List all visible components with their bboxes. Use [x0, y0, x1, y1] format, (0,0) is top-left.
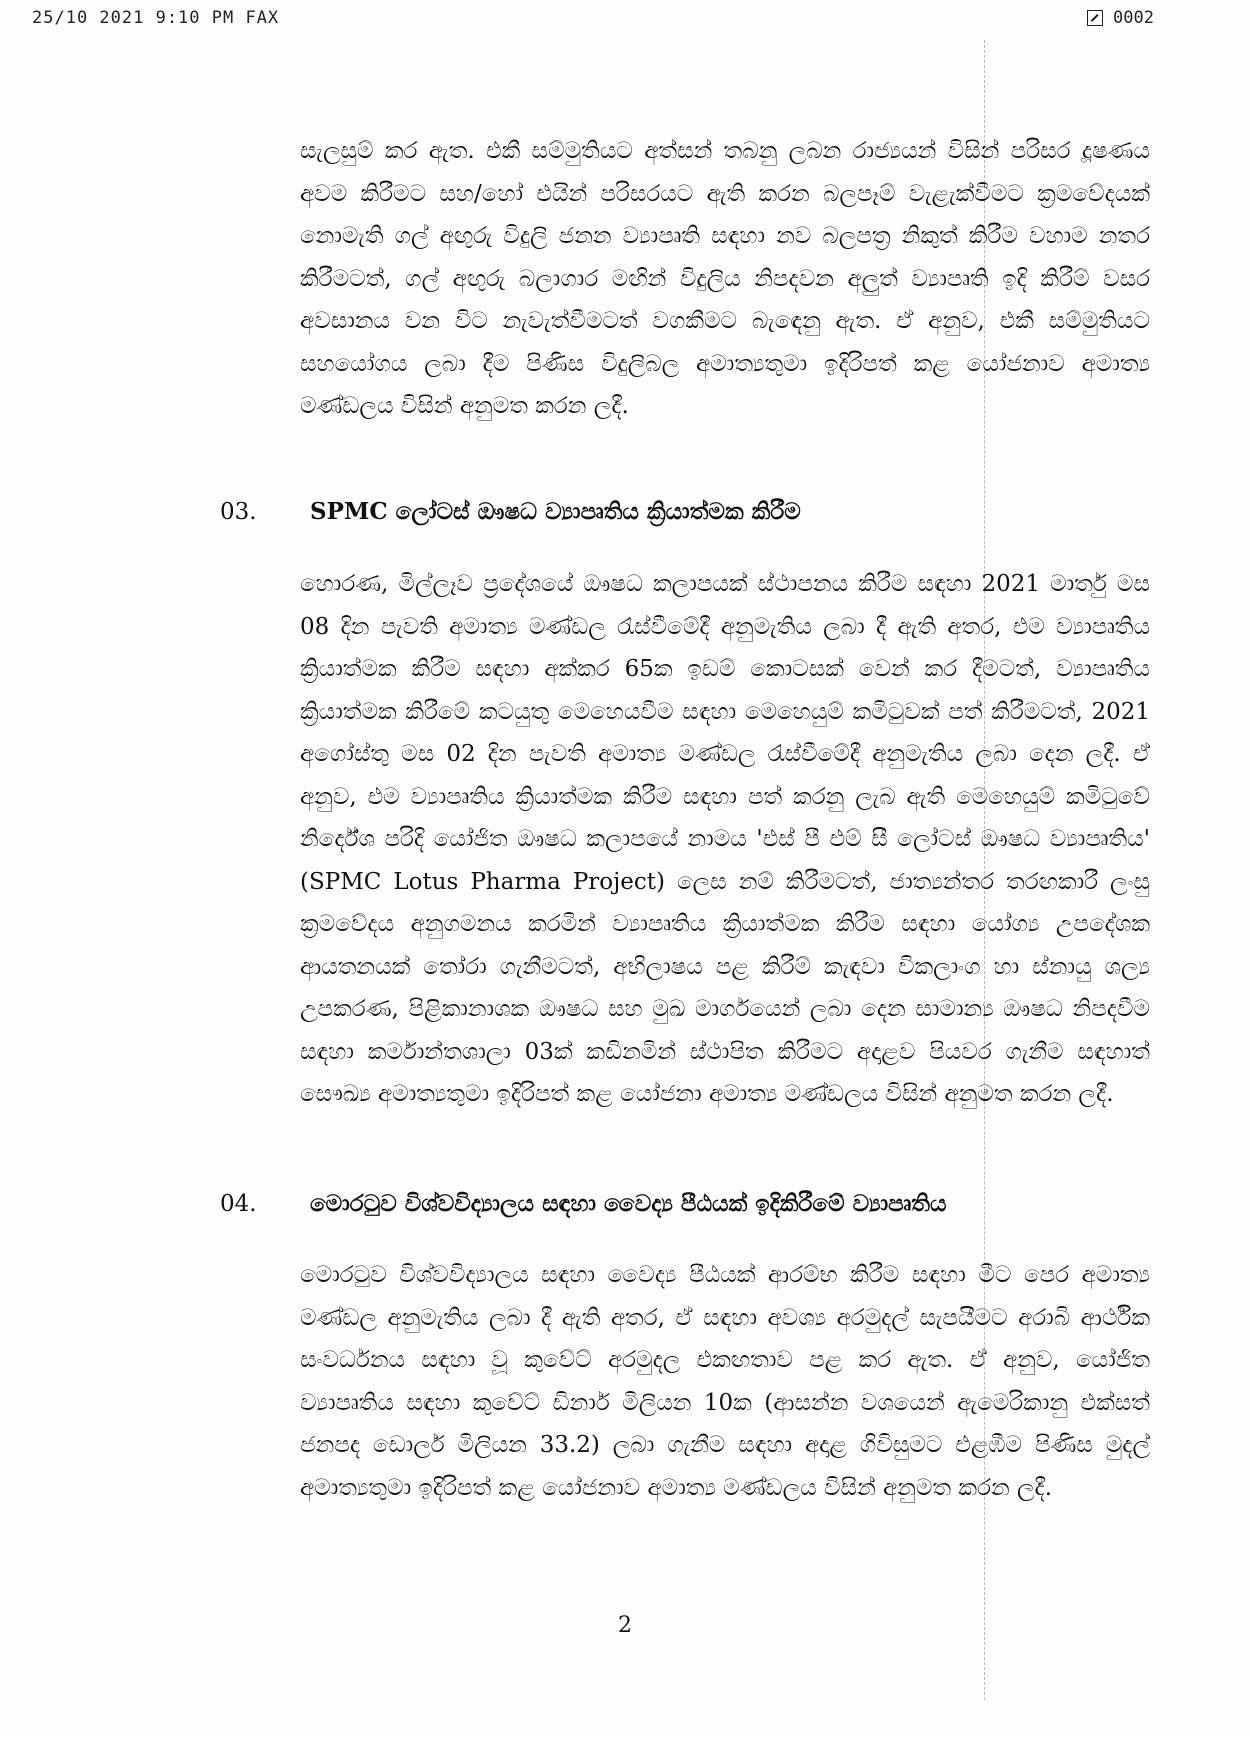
fax-checkbox-icon [1087, 10, 1103, 26]
section-04-body: මොරටුව විශ්වවිද්‍යාලය සඳහා වෛද්‍ය පීඨයක් ආරම්භ කිරීම සඳහා මීට පෙර අමාත්‍ය මණ්ඩල අනුමැතිය ලබා දී ඇති අතර, ඒ සඳහා අවශ්‍ය අරමුදල් සැපයීමට අරාබි ආර්ථික සංවර්ධනය සඳහා වූ කුවේට් අරමුදල එකඟතාව පළ කර ඇත. ඒ අනුව, යෝජිත ව්‍යාපෘතිය සඳහා කුවේට් ඩිනාර් මිලියන 10ක (ආසන්න වශයෙන් ඇමෙරිකානු එක්සත් ජනපද ඩොලර් මිලියන 33.2) ලබා ගැනීම සඳහා අදාළ ගිවිසුමට එළඹීම පිණිස මුදල් අමාත්‍යතුමා ඉදිරිපත් කළ යෝජනාව අමාත්‍ය මණ්ඩලය විසින් අනුමත කරන ලදී. [300, 1262, 1150, 1501]
fax-page-code: 0002 [1113, 8, 1154, 28]
section-04-title: මොරටුව විශ්වවිද්‍යාලය සඳහා වෛද්‍ය පීඨයක් ඉදිකිරීමේ ව්‍යාපෘතිය [310, 1190, 947, 1217]
section-03-title: SPMC ලෝටස් ඖෂධ ව්‍යාපෘතිය ක්‍රියාත්මක කිරීම [310, 498, 801, 525]
section-03-heading [220, 498, 1160, 525]
section-03-number: 03. [220, 499, 257, 525]
section-03-body: හොරණ, මිල්ලෑව ප්‍රදේශයේ ඖෂධ කලාපයක් ස්ථාපනය කිරීම සඳහා 2021 මාර්තු මස 08 දින පැවති අමාත්‍ය මණ්ඩල රැස්වීමේදී අනුමැතිය ලබා දී ඇති අතර, එම ව්‍යාපෘතිය ක්‍රියාත්මක කිරීම සඳහා අක්කර 65ක ඉඩම් කොටසක් වෙන් කර දීමටත්, ව්‍යාපෘතිය ක්‍රියාත්මක කිරීමේ කටයුතු මෙහෙයවීම සඳහා මෙහෙයුම් කමිටුවක් පත් කිරීමටත්, 2021 අගෝස්තු මස 02 දින පැවති අමාත්‍ය මණ්ඩල රැස්වීමේදී අනුමැතිය ලබා දෙන ලදී. ඒ අනුව, එම ව්‍යාපෘතිය ක්‍රියාත්මක කිරීම සඳහා පත් කරනු ලැබ ඇති මෙහෙයුම් කමිටුවේ නිර්දේශ පරිදි යෝජිත ඖෂධ කලාපයේ නාමය 'එස් පී එම් සී ලෝටස් ඖෂධ ව්‍යාපෘතිය' (SPMC Lotus Pharma Project) ලෙස නම් කිරීමටත්, ජාත්‍යන්තර තරඟකාරී ලංසු ක්‍රමවේදය අනුගමනය කරමින් ව්‍යාපෘතිය ක්‍රියාත්මක කිරීම සඳහා යෝග්‍ය උපදේශක ආයතනයක් තෝරා ගැනීමටත්, අභිලාෂය පළ කිරීම් කැඳවා විකලාංග හා ස්නායු ශල්‍ය උපකරණ, පිළිකානාශක ඖෂධ සහ මුඛ මාර්ගයෙන් ලබා දෙන සාමාන්‍ය ඖෂධ නිපදවීම සඳහා කර්මාන්තශාලා 03ක් කඩිනමින් ස්ථාපිත කිරීමට අදාළව පියවර ගැනීම සඳහාත් සෞඛ්‍ය අමාත්‍යතුමා ඉදිරිපත් කළ යෝජනා අමාත්‍ය මණ්ඩලය විසින් අනුමත කරන ලදී. [300, 571, 1150, 1107]
intro-paragraph: සැලසුම් කර ඇත. එකී සම්මුතියට අත්සන් තබනු ලබන රාජ්‍යයන් විසින් පරිසර දූෂණය අවම කිරීමට සහ/හෝ එයින් පරිසරයට ඇති කරන බලපෑම් වැළැක්වීමට ක්‍රමවේදයක් නොමැති ගල් අඟුරු විදුලි ජනන ව්‍යාපෘති සඳහා නව බලපත්‍ර නිකුත් කිරීම වහාම නතර කිරීමටත්, ගල් අඟුරු බලාගාර මඟින් විදුලිය නිපදවන අලුත් ව්‍යාපෘති ඉදි කිරීම් වසර අවසානය වන විට නැවැත්වීමටත් වගකීමට බැඳෙනු ඇත. ඒ අනුව, එකී සම්මුතියට සහයෝගය ලබා දීම පිණිස විදුලිබල අමාත්‍යතුමා ඉදිරිපත් කළ යෝජනාව අමාත්‍ය මණ්ඩලය විසින් අනුමත කරන ලදී. [300, 138, 1150, 419]
page-number: 2 [618, 1613, 632, 1638]
fax-header: 25/10 2021 9:10 PM FAX [32, 8, 280, 28]
fax-page-indicator [1087, 8, 1154, 28]
section-04-heading [220, 1190, 1160, 1217]
section-04-number: 04. [220, 1191, 257, 1217]
